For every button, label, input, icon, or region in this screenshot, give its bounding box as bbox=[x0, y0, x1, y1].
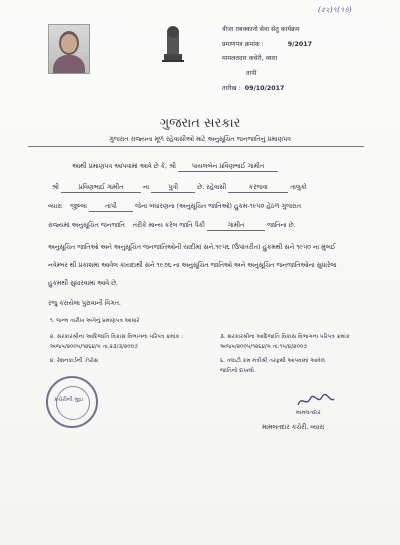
evidence-item-2: ૨. સરકારશ્રીના આદિજાતિ વિકાસ વિભાગના પરિપત્ર ક્રમાંક : bbox=[50, 334, 184, 340]
page-title: ગુજરાત સરકાર bbox=[159, 116, 241, 131]
district-label: જીલ્લા bbox=[69, 203, 87, 210]
body-line3 bbox=[48, 203, 301, 212]
father-name: પ્રવિણભાઈ ગામીત bbox=[61, 184, 141, 193]
na-label: ના bbox=[142, 184, 150, 191]
district-value: તાપી bbox=[89, 203, 133, 212]
date-value: 09/10/2017 bbox=[244, 85, 285, 92]
date-label: तारीख : bbox=[222, 85, 241, 92]
shri-label: શ્રી bbox=[52, 184, 59, 191]
evidence-heading: રજુ કરાયેલા પુરાવાની વિગત. bbox=[48, 300, 121, 307]
subtitle-underline bbox=[28, 146, 364, 147]
body-line4 bbox=[48, 222, 295, 231]
state-emblem-icon bbox=[158, 24, 188, 64]
taluka-label: તાલુકો bbox=[290, 184, 307, 191]
signatory-stamp: મામલતદાર bbox=[296, 410, 321, 416]
residence-label: છે. રહેવાસી bbox=[197, 184, 227, 191]
seal-text: કચેરીની મુદ્રા bbox=[54, 397, 84, 403]
taluka-value: વ્યારા bbox=[48, 203, 62, 210]
line4-pre: રાજ્યમાં અનુસૂચિત જનજાતિ bbox=[48, 222, 125, 229]
body-line1 bbox=[72, 163, 278, 172]
corner-handwritten-mark: (৫২)৭(৭৪) bbox=[318, 6, 352, 14]
evidence-item-6: ૬. તલાટી કમ મંત્રીશ્રી તરફથી આપવામાં આવેલ bbox=[220, 358, 326, 364]
cert-no-value: 9/2017 bbox=[287, 41, 313, 48]
evidence-item-2-detail: અજપ/૨૦૦૫/૧૨૬૪/ગ તા.૨૩/૩/૨૦૦૭ bbox=[50, 344, 138, 350]
date-row bbox=[222, 83, 284, 92]
office-seal bbox=[46, 376, 98, 428]
office-district: तापी bbox=[246, 70, 257, 77]
evidence-item-3: ૩. સરકારશ્રીના આદિજાતિ વિકાસ વિભાગના પરિપત્ર ક્રમાંક bbox=[220, 334, 350, 340]
line4-mid: તરીકે માન્ય કરેલ જાતિ પૈકી bbox=[132, 222, 205, 229]
para2-line1: અનુસૂચિત જાતિઓ અને અનુસૂચિત જનજાતિઓની યાદીમાં સને.૧૯૫૬ (ઉપાંતરીત) હુકમથી સને ૧૯૫૦ ના મુંબઈ bbox=[48, 244, 336, 251]
line3-rest: જેના બંધારણના (અનુસૂચિત જાતિઓ) હુકમ-૧૯૫૦ હેઠળ ગુજરાત bbox=[135, 203, 301, 210]
page-subtitle: ગુજરાત રાજ્યના મૂળ રહેવાસીઓ માટે અનુસૂચિત જનજાતિનું પ્રમાણપત્ર bbox=[109, 136, 291, 143]
caste-value: ગામીત bbox=[207, 222, 265, 231]
intro-text: આથી પ્રમાણપત્ર આપવામાં આવે છે કે, શ્રી bbox=[72, 163, 176, 170]
signature-icon bbox=[296, 393, 336, 409]
evidence-item-6-detail: જાતિનો દાખલો. bbox=[220, 368, 256, 374]
applicant-name: પાયલબેન પ્રવિણભાઈ ગામીત bbox=[178, 163, 278, 172]
office-line1: त्रीजा तबक्कानो सेवा सेतु कार्यक्रम bbox=[222, 26, 300, 33]
certificate-number-row bbox=[222, 39, 312, 48]
relation: પુત્રી bbox=[151, 184, 195, 193]
village: કરંજવા bbox=[228, 184, 288, 193]
para2-line2: નવેમ્બર થી પ્રકાશમાં આવેલ કાયદાથી સને ૧૯૭૬ ના અનુસૂચિત જાતિઓ અને અનુસૂચિત જનજાતિઓના સુધારેલા bbox=[48, 262, 337, 269]
signatory-designation: મામલતદાર કચેરી, વ્યારા bbox=[262, 424, 325, 431]
line4-post: જાતિના છે. bbox=[266, 222, 296, 229]
evidence-item-3-detail: અજપ/૨૦૦૫/૧૨૬૪/ગ તા.૧૫/૪/૨૦૦૭ bbox=[220, 344, 308, 350]
para2-line3: હુકમથી સુધારવામાં આવે છે. bbox=[48, 280, 118, 287]
evidence-item-4: ૪. રેશનકાર્ડની ઝેરોક્ષ bbox=[50, 358, 99, 364]
body-line2 bbox=[52, 184, 307, 193]
office-name: मामलतदार कचेरी, व्यारा bbox=[222, 55, 278, 62]
cert-no-label: प्रमाणपत्र क्रमांक : bbox=[222, 41, 264, 48]
evidence-item-1: ૧. જન્મ તારીખ અંગેનું પ્રમાણપત્ર આધારે bbox=[50, 318, 140, 324]
applicant-photo bbox=[48, 24, 90, 74]
